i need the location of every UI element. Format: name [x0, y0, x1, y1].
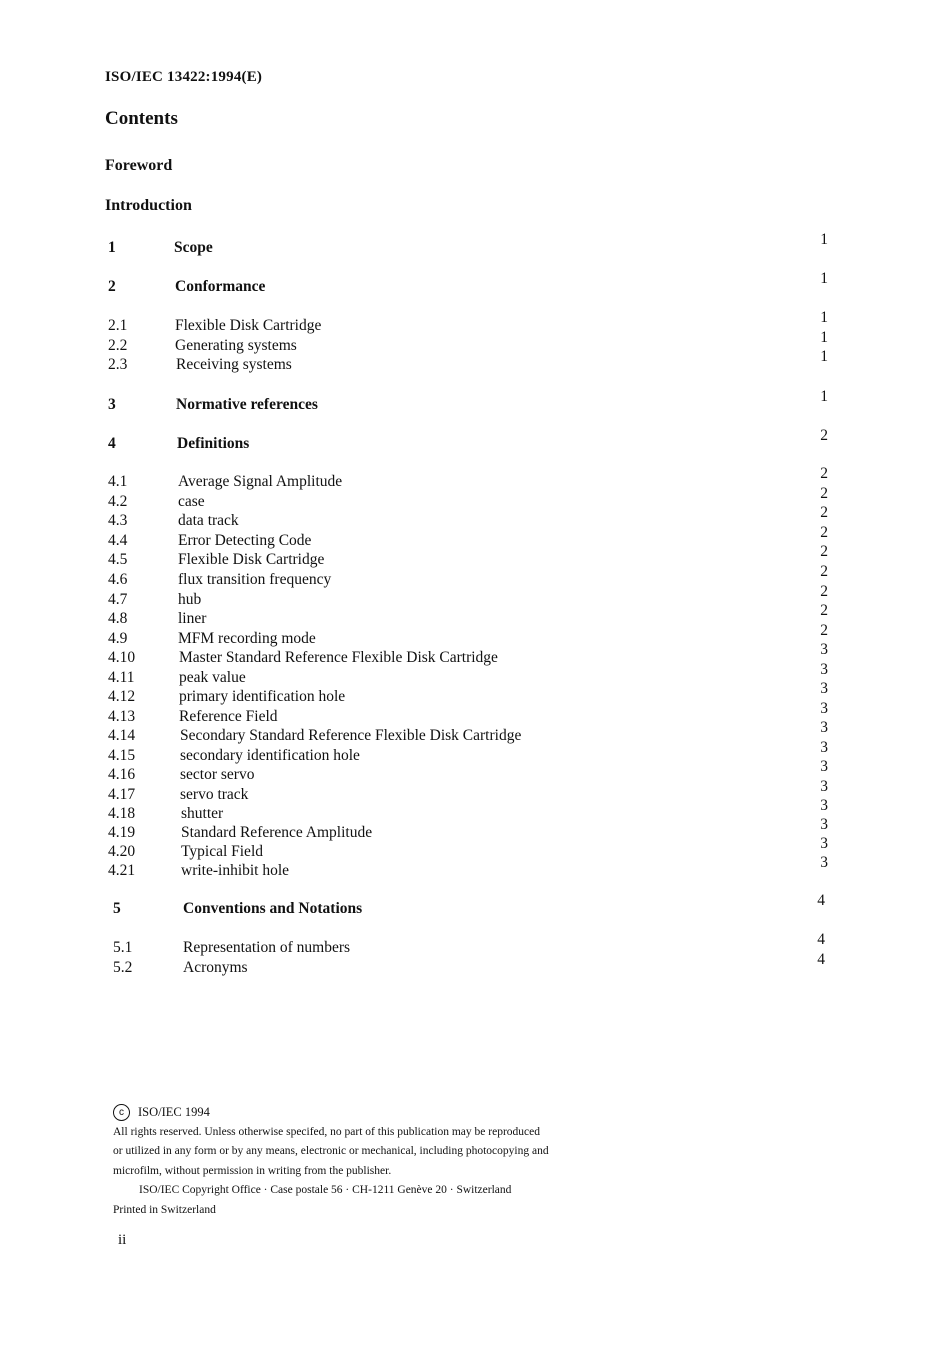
toc-entry-page: 2 [820, 504, 828, 521]
toc-entry [108, 719, 828, 747]
toc-entry-title: Average Signal Amplitude [178, 473, 343, 490]
toc-entry-number: 4.21 [108, 862, 136, 879]
toc-entry-page: 2 [820, 465, 828, 482]
toc-entry-number: 4.7 [108, 591, 128, 608]
rights-line-1: All rights reserved. Unless otherwise specifed, no part of this publication may be reproduced [113, 1125, 540, 1138]
toc-entry-title: Standard Reference Amplitude [181, 824, 373, 841]
toc-entry-number: 5 [113, 900, 121, 917]
toc-entry-page: 3 [820, 835, 828, 852]
toc-entry-title: flux transition frequency [178, 571, 332, 588]
toc-entry [108, 816, 828, 844]
toc-entry-title: Normative references [176, 396, 318, 413]
toc-entry-number: 4.11 [108, 669, 135, 686]
toc-entry-title: data track [178, 512, 239, 529]
toc-entry-title: write-inhibit hole [181, 862, 290, 879]
toc-entry-number: 4.17 [108, 786, 136, 803]
toc-entry-title: hub [178, 591, 202, 608]
toc-entry-number: 2.2 [108, 337, 128, 354]
toc-entry-number: 4.20 [108, 843, 136, 860]
toc-entry [108, 835, 828, 863]
toc-entry-title: primary identification hole [179, 688, 346, 705]
toc-entry [108, 583, 828, 611]
toc-entry [108, 231, 828, 259]
toc-entry-number: 4.5 [108, 551, 128, 568]
toc-entry-number: 4.13 [108, 708, 136, 725]
toc-entry-page: 2 [820, 485, 828, 502]
toc-entry-page: 1 [820, 231, 828, 248]
toc-entry [108, 388, 828, 416]
toc-entry [108, 797, 828, 825]
toc-entry-page: 3 [820, 778, 828, 795]
toc-entry-page: 1 [820, 329, 828, 346]
toc-entry-page: 3 [820, 816, 828, 833]
toc-entry-title: secondary identification hole [180, 747, 360, 764]
toc-entry-title: Generating systems [175, 337, 297, 354]
copyright-icon: c [113, 1104, 130, 1121]
toc-entry [108, 309, 828, 337]
toc-entry [108, 543, 828, 571]
toc-entry-title: MFM recording mode [178, 630, 316, 647]
toc-entry-title: peak value [179, 669, 246, 686]
toc-entry-title: Typical Field [181, 843, 263, 860]
toc-entry-number: 4.8 [108, 610, 128, 627]
toc-entry-number: 4.12 [108, 688, 136, 705]
rights-line-2: or utilized in any form or by any means, electronic or mechanical, including photocopying and [113, 1145, 549, 1157]
toc-entry-number: 3 [108, 396, 116, 413]
toc-entry [108, 348, 828, 376]
toc-entry-page: 4 [817, 892, 825, 909]
toc-entry-page: 2 [820, 543, 828, 560]
toc-entry-title: Representation of numbers [183, 939, 351, 956]
toc-entry [108, 485, 828, 513]
toc-entry [108, 622, 828, 650]
toc-entry-number: 2.1 [108, 317, 128, 334]
contents-heading: Contents [105, 108, 178, 129]
toc-entry [108, 700, 828, 728]
toc-entry-title: Error Detecting Code [178, 532, 312, 549]
toc-entry-page: 2 [820, 622, 828, 639]
copyright-office-address: ISO/IEC Copyright Office · Case postale 56 · CH-1211 Genève 20 · Switzerland [139, 1184, 512, 1196]
toc-entry-page: 1 [820, 348, 828, 365]
toc-entry-number: 5.1 [113, 939, 133, 956]
toc-entry-page: 3 [820, 700, 828, 717]
toc-entry-number: 4.6 [108, 571, 128, 588]
toc-entry-number: 4.15 [108, 747, 136, 764]
toc-entry-title: Definitions [177, 435, 250, 452]
toc-entry-number: 4 [108, 435, 116, 452]
toc-entry [108, 427, 828, 455]
toc-entry-title: Flexible Disk Cartridge [178, 551, 325, 568]
toc-entry-page: 2 [820, 427, 828, 444]
toc-entry [113, 931, 825, 959]
toc-entry-page: 3 [820, 680, 828, 697]
toc-entry [108, 563, 828, 591]
toc-entry [108, 758, 828, 786]
toc-entry [108, 602, 828, 630]
toc-entry-page: 3 [820, 661, 828, 678]
toc-entry-page: 3 [820, 854, 828, 871]
toc-entry [108, 329, 828, 357]
rights-line-3: microfilm, without permission in writing from the publisher. [113, 1164, 392, 1177]
toc-entry-number: 4.3 [108, 512, 128, 529]
toc-entry-title: servo track [180, 786, 249, 803]
toc-entry-title: shutter [181, 805, 224, 822]
toc-entry-page: 2 [820, 524, 828, 541]
toc-entry [108, 661, 828, 689]
toc-entry-page: 2 [820, 583, 828, 600]
toc-entry-page: 1 [820, 309, 828, 326]
toc-entry-title: Flexible Disk Cartridge [175, 317, 322, 334]
toc-entry [108, 739, 828, 767]
toc-entry [108, 854, 828, 882]
copyright-notice [113, 1103, 633, 1220]
toc-entry-page: 4 [817, 951, 825, 968]
toc-entry-page: 3 [820, 719, 828, 736]
toc-entry-number: 4.9 [108, 630, 128, 647]
toc-entry [108, 524, 828, 552]
toc-entry-page: 1 [820, 270, 828, 287]
toc-entry-page: 1 [820, 388, 828, 405]
toc-entry [108, 680, 828, 708]
toc-entry-title: liner [178, 610, 207, 627]
toc-entry-page: 2 [820, 602, 828, 619]
toc-entry-number: 4.4 [108, 532, 128, 549]
toc-entry [113, 892, 825, 920]
toc-entry-page: 4 [817, 931, 825, 948]
toc-entry-number: 4.16 [108, 766, 136, 783]
copyright-text: ISO/IEC 1994 [138, 1105, 210, 1119]
toc-entry-page: 2 [820, 563, 828, 580]
toc-entry-title: Secondary Standard Reference Flexible Disk Cartridge [180, 727, 522, 744]
toc-entry [108, 641, 828, 669]
toc-entry [108, 778, 828, 806]
printed-in: Printed in Switzerland [113, 1203, 216, 1216]
toc-entry-number: 1 [108, 239, 116, 256]
toc-entry-title: sector servo [180, 766, 255, 783]
toc-entry-number: 2.3 [108, 356, 128, 373]
toc-entry-number: 4.14 [108, 727, 136, 744]
toc-entry-page: 3 [820, 758, 828, 775]
toc-entry-page: 3 [820, 739, 828, 756]
toc-entry-number: 4.1 [108, 473, 128, 490]
toc-entry-title: Acronyms [183, 959, 248, 976]
document-identifier: ISO/IEC 13422:1994(E) [105, 69, 263, 85]
copyright-line [113, 1103, 633, 1123]
toc-entry-number: 4.19 [108, 824, 136, 841]
toc-entry [108, 270, 828, 298]
toc-entry-number: 5.2 [113, 959, 133, 976]
toc-introduction: Introduction [105, 197, 192, 214]
toc-entry-title: Conventions and Notations [183, 900, 363, 917]
toc-entry-title: Receiving systems [176, 356, 292, 373]
toc-entry [113, 951, 825, 979]
toc-entry-number: 4.2 [108, 493, 128, 510]
toc-entry-page: 3 [820, 641, 828, 658]
toc-entry-title: Reference Field [179, 708, 278, 725]
toc-entry [108, 465, 828, 493]
toc-entry-page: 3 [820, 797, 828, 814]
toc-entry-title: Conformance [175, 278, 266, 295]
toc-entry-number: 2 [108, 278, 116, 295]
toc-entry-number: 4.18 [108, 805, 136, 822]
page-number: ii [118, 1232, 127, 1248]
toc-entry [108, 504, 828, 532]
toc-foreword: Foreword [105, 157, 173, 174]
toc-entry-title: Master Standard Reference Flexible Disk Cartridge [179, 649, 498, 666]
toc-entry-title: Scope [174, 239, 213, 256]
toc-entry-title: case [178, 493, 205, 510]
toc-entry-number: 4.10 [108, 649, 136, 666]
